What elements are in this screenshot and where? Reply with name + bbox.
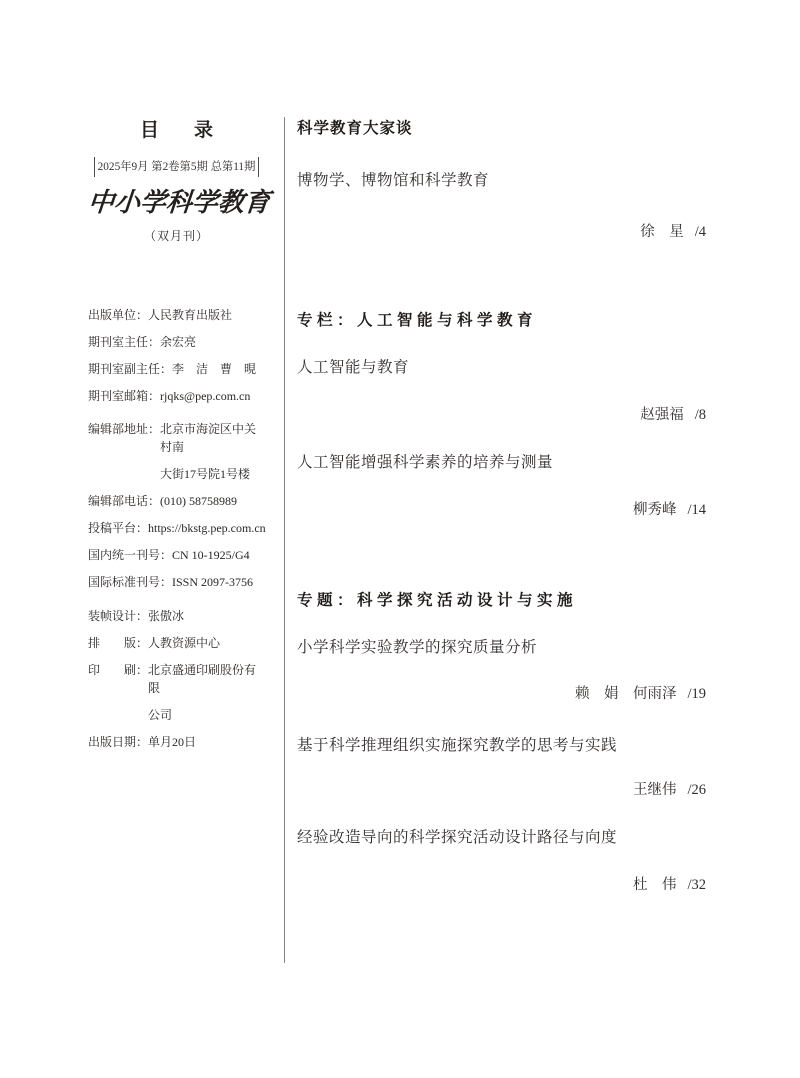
colophon-value: 北京市海淀区中关村南: [160, 422, 257, 454]
article-author-line: [297, 684, 708, 704]
article-authors: 王继伟: [632, 782, 677, 798]
column-divider: [284, 117, 285, 963]
colophon-row-submission-platform: [88, 519, 265, 537]
colophon-label: 国内统一刊号：: [88, 548, 173, 562]
article-authors: 赵强福: [640, 407, 684, 423]
article-author-line: [297, 222, 708, 242]
colophon-row-address: [88, 420, 265, 483]
issue-line-wrap: [88, 157, 265, 177]
colophon-label: 国际标准刊号：: [88, 575, 173, 589]
article-title: 博物学、博物馆和科学教育: [297, 172, 490, 189]
article-page-number: /19: [687, 686, 706, 702]
colophon-label: 印 刷：: [88, 663, 149, 677]
colophon-row-email: [88, 387, 265, 405]
colophon-value: (010) 58758989: [160, 494, 238, 508]
colophon-value: 人教资源中心: [148, 636, 221, 650]
toc-column: [297, 0, 708, 895]
section-heading: 专栏：人工智能与科学教育: [297, 312, 538, 329]
colophon-value: 公司: [148, 708, 173, 722]
colophon-label: 期刊室主任：: [88, 335, 161, 349]
article-authors: 柳秀峰: [632, 502, 677, 518]
colophon-row-cn-number: [88, 546, 265, 564]
article-title: 人工智能与教育: [297, 359, 410, 376]
colophon-label: 期刊室邮箱：: [88, 389, 161, 403]
toc-heading: 目 录: [139, 120, 221, 141]
article-authors: 杜 伟: [632, 877, 677, 893]
colophon-label: 编辑部地址：: [88, 422, 161, 436]
colophon-row-printing: [88, 661, 265, 724]
section-heading: 科学教育大家谈: [297, 120, 413, 137]
colophon-row-issn: [88, 573, 265, 591]
frequency-label: （双月刊）: [143, 229, 209, 243]
colophon-label: 编辑部电话：: [88, 494, 161, 508]
section-heading: 专题：科学探究活动设计与实施: [297, 592, 578, 609]
colophon-value: 李 洁 曹 晛: [172, 362, 257, 376]
colophon-label: 投稿平台：: [88, 521, 149, 535]
colophon-label: 装帧设计：: [88, 609, 149, 623]
article-page-number: /4: [694, 224, 706, 240]
colophon-label: 期刊室副主任：: [88, 362, 173, 376]
colophon-value: 单月20日: [148, 735, 197, 749]
article-title: 基于科学推理组织实施探究教学的思考与实践: [297, 737, 618, 754]
article-page-number: /8: [694, 407, 706, 423]
journal-info-column: [86, 118, 272, 760]
colophon-row-publish-date: [88, 733, 265, 751]
colophon-value: rjqks@pep.com.cn: [160, 389, 251, 403]
article-author-line: [297, 875, 708, 895]
article-author-line: [297, 780, 708, 800]
colophon-value: 人民教育出版社: [148, 308, 233, 322]
colophon-row-phone: [88, 492, 265, 510]
colophon-row-publisher: [88, 306, 265, 324]
article-title: 经验改造导向的科学探究活动设计路径与向度: [297, 829, 618, 846]
colophon-label: 出版单位：: [88, 308, 149, 322]
colophon-row-design: [88, 607, 265, 625]
article-authors: 赖 娟 何雨泽: [574, 686, 677, 702]
colophon-row-deputy-director: [88, 360, 265, 378]
colophon: [88, 306, 265, 751]
article-author-line: [297, 405, 708, 425]
article-page-number: /26: [687, 782, 706, 798]
article-title: 人工智能增强科学素养的培养与测量: [297, 454, 554, 471]
journal-logo: 中小学科学教育: [86, 188, 272, 217]
issue-info: 2025年9月 第2卷第5期 总第11期: [94, 157, 260, 177]
colophon-label: 出版日期：: [88, 735, 149, 749]
colophon-row-director: [88, 333, 265, 351]
colophon-value: https://bkstg.pep.com.cn: [148, 521, 266, 535]
article-title: 小学科学实验教学的探究质量分析: [297, 639, 538, 656]
article-page-number: /32: [687, 877, 706, 893]
colophon-value: 张傲冰: [148, 609, 185, 623]
colophon-value: 大街17号院1号楼: [160, 467, 251, 481]
colophon-value: 余宏亮: [160, 335, 197, 349]
article-authors: 徐 星: [640, 224, 684, 240]
colophon-label: 排 版：: [88, 636, 149, 650]
article-author-line: [297, 500, 708, 520]
colophon-value: CN 10-1925/G4: [172, 548, 250, 562]
article-page-number: /14: [687, 502, 706, 518]
colophon-value: 北京盛通印刷股份有限: [148, 663, 257, 695]
colophon-value: ISSN 2097-3756: [172, 575, 254, 589]
colophon-row-typesetting: [88, 634, 265, 652]
